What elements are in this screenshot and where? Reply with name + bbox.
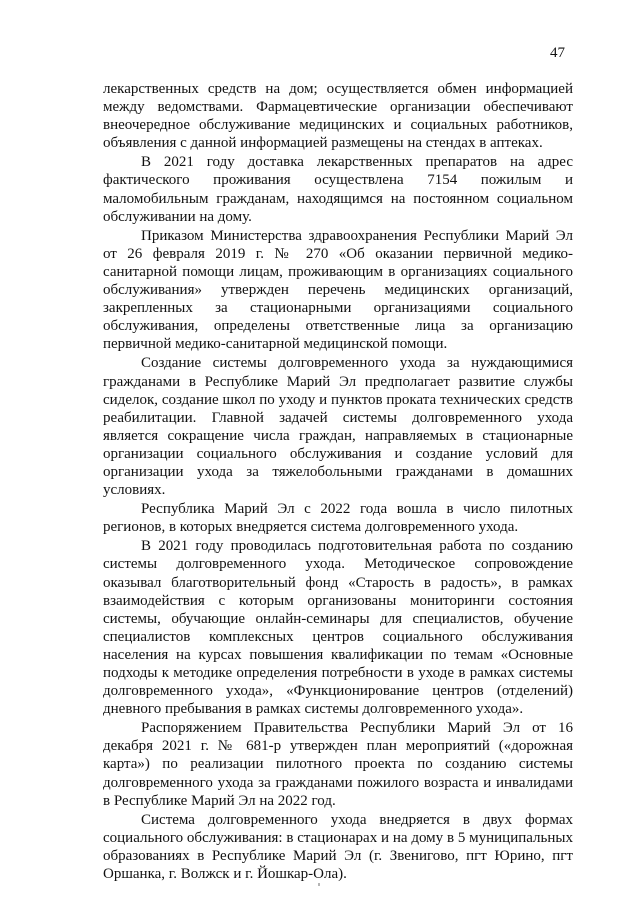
paragraph-pilot-regions: Республика Марий Эл с 2022 года вошла в число пилотных регионов, в которых внедряется система долговременного ухода. <box>103 501 573 536</box>
paragraph-government-order: Распоряжением Правительства Республики Марий Эл от 16 декабря 2021 г. № 681-р утвержден план мероприятий («дорожная карта») по реализации пилотного проекта по созданию системы долговременного ухода за гражданами пожилого возраста и инвалидами в Республике Марий Эл на 2022 год. <box>103 720 573 809</box>
paragraph-preparatory-work: В 2021 году проводилась подготовительная работа по созданию системы долговременного ухода. Методическое сопровождение оказывал благотворительный фонд «Старость в радость», в рамках взаимодействия с которым организованы мониторинги состояния системы, обучающие онлайн-семинары для специалистов, обучение специалистов комплексных центров социального обслуживания населения на курсах повышения квалификации по темам «Основные подходы к методике определения потребности в уходе в рамках системы долговременного ухода», «Функционирование центров (отделений) дневного пребывания в рамках системы долговременного ухода». <box>103 538 573 718</box>
paragraph-pharmacy-services: лекарственных средств на дом; осуществляется обмен информацией между ведомствами. Фармацевтические организации обеспечивают внеочередное обслуживание медицинских и социальных работников, объявления с данной информацией размещены на стендах в аптеках. <box>103 81 573 152</box>
page-number: 47 <box>550 45 565 61</box>
paragraph-drug-delivery-2021: В 2021 году доставка лекарственных препаратов на адрес фактического проживания осуществлена 7154 пожилым и маломобильным гражданам, находящимся на постоянном социальном обслуживании на дому. <box>103 154 573 225</box>
scan-dot <box>318 883 320 886</box>
paragraph-service-forms: Система долговременного ухода внедряется в двух формах социального обслуживания: в стационарах и на дому в 5 муниципальных образованиях в Республике Марий Эл (г. Звенигово, пгт Юрино, пгт Оршанка, г. Волжск и г. Йошкар-Ола). <box>103 811 573 883</box>
document-body <box>103 80 573 883</box>
paragraph-health-ministry-order: Приказом Министерства здравоохранения Республики Марий Эл от 26 февраля 2019 г. № 270 «Об оказании первичной медико-санитарной помощи лицам, проживающим в организациях социального обслуживания» утвержден перечень медицинских организаций, закрепленных за стационарными организациями социального обслуживания, определены ответственные лица за организацию первичной медико-санитарной медицинской помощи. <box>103 227 573 353</box>
paragraph-long-term-care-system: Создание системы долговременного ухода за нуждающимися гражданами в Республике Марий Эл предполагает развитие службы сиделок, создание школ по уходу и пунктов проката технических средств реабилитации. Главной задачей системы долговременного ухода является сокращение числа граждан, направляемых в стационарные организации социального обслуживания и создание условий для организации ухода за тяжелобольными гражданами в домашних условиях. <box>103 355 573 499</box>
